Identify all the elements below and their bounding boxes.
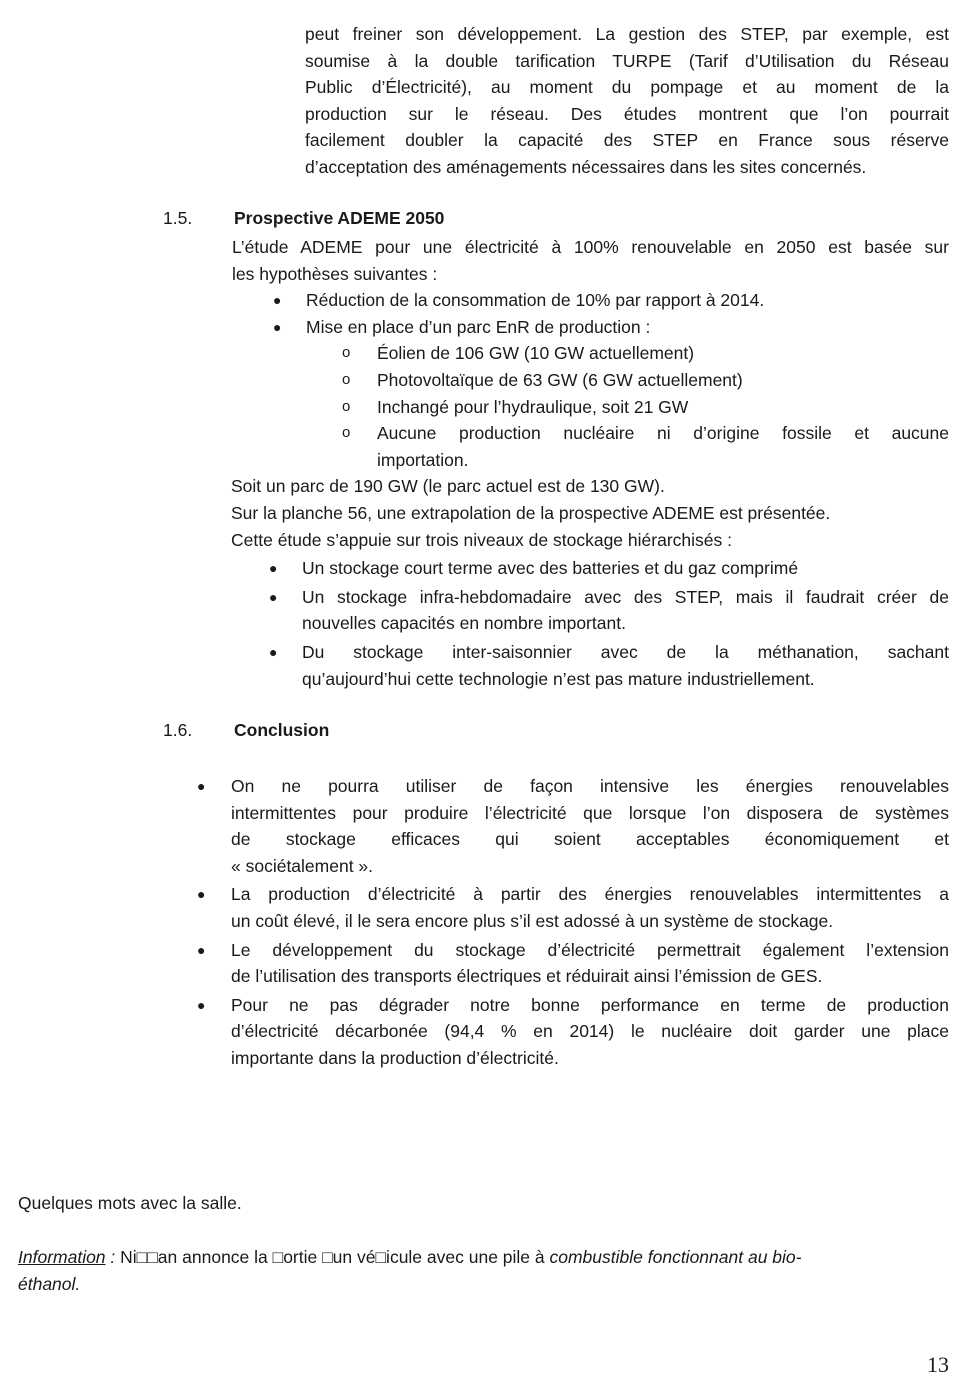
section-number: 1.5. — [163, 208, 193, 228]
intro-line: production sur le réseau. Des études montrent que l’on pourrait — [305, 103, 949, 124]
list-item-text: « sociétalement ». — [231, 855, 374, 876]
list-item — [269, 639, 949, 692]
list-item — [269, 584, 949, 637]
page-number: 13 — [927, 1352, 949, 1377]
list-item-text: Réduction de la consommation de 10% par rapport à 2014. — [306, 290, 765, 311]
sub-item-text: Aucune production nucléaire ni d’origine fossile et aucune — [377, 423, 949, 444]
bullet-icon: ● — [273, 318, 282, 335]
bullet-icon: ● — [269, 560, 278, 577]
list-item-text: qu’aujourd’hui cette technologie n’est pas mature industriellement. — [302, 668, 815, 689]
section-intro-line: les hypothèses suivantes : — [232, 263, 438, 284]
list-item-text: Le développement du stockage d’électricité permettrait également l’extension — [231, 939, 949, 960]
summary-line: Soit un parc de 190 GW (le parc actuel est de 130 GW). — [231, 476, 665, 497]
list-item-text: Du stockage inter-saisonnier avec de la méthanation, sachant — [302, 641, 949, 662]
list-item — [273, 287, 949, 314]
list-item — [197, 992, 949, 1072]
sub-list-item — [342, 420, 949, 473]
intro-line: Public d’Électricité), au moment du pompage et au moment de la — [305, 77, 949, 98]
bullet-icon: ● — [197, 996, 206, 1013]
sub-item-text: Photovoltaïque de 63 GW (6 GW actuellement) — [377, 369, 743, 390]
list-item-text: Un stockage court terme avec des batteries et du gaz comprimé — [302, 558, 799, 579]
bullet-icon: ● — [197, 886, 206, 903]
section-title: Prospective ADEME 2050 — [234, 208, 445, 228]
circle-bullet-icon: o — [342, 397, 351, 415]
intro-paragraph — [305, 21, 949, 181]
circle-bullet-icon: o — [342, 344, 351, 362]
bullet-icon: ● — [273, 292, 282, 309]
list-item-text: importante dans la production d’électricité. — [231, 1047, 559, 1068]
information-label: Information — [18, 1247, 106, 1267]
section-intro-line: L’étude ADEME pour une électricité à 100% renouvelable en 2050 est basée sur — [232, 237, 949, 257]
summary-line: Sur la planche 56, une extrapolation de la prospective ADEME est présentée. — [231, 502, 831, 523]
list-item-text: Mise en place d’un parc EnR de production : — [306, 316, 651, 337]
sub-item-text: Éolien de 106 GW (10 GW actuellement) — [377, 343, 695, 364]
list-item — [197, 773, 949, 879]
list-item-text: de l’utilisation des transports électriques et réduirait ainsi l’émission de GES. — [231, 966, 823, 987]
list-item-text: d’électricité décarbonée (94,4 % en 2014) le nucléaire doit garder une place — [231, 1021, 949, 1042]
list-item — [273, 314, 949, 341]
sub-item-text: Inchangé pour l’hydraulique, soit 21 GW — [377, 396, 689, 417]
intro-line: soumise à la double tarification TURPE (Tarif d’Utilisation du Réseau — [305, 50, 949, 71]
bullet-icon: ● — [197, 941, 206, 958]
list-item-text: On ne pourra utiliser de façon intensive les énergies renouvelables — [231, 776, 949, 796]
list-item-text: La production d’électricité à partir des énergies renouvelables intermittentes a — [231, 884, 949, 905]
circle-bullet-icon: o — [342, 424, 351, 442]
information-separator: : — [105, 1247, 121, 1267]
information-text-italic: combustible fonctionnant au bio- — [549, 1247, 802, 1267]
bullet-icon: ● — [197, 778, 206, 794]
list-item — [197, 937, 949, 990]
summary-line: Cette étude s’appuie sur trois niveaux de stockage hiérarchisés : — [231, 529, 732, 550]
room-remark: Quelques mots avec la salle. — [18, 1193, 242, 1213]
circle-bullet-icon: o — [342, 370, 351, 388]
list-item-text: Un stockage infra-hebdomadaire avec des STEP, mais il faudrait créer de — [302, 586, 949, 607]
information-text: Ni□□an annonce la □ortie □un vé□icule avec une pile à — [120, 1247, 550, 1267]
sub-list-item — [342, 367, 949, 394]
list-item-text: intermittentes pour produire l’électricité que lorsque l’on disposera de systèmes — [231, 802, 949, 823]
sub-list-item — [342, 394, 949, 421]
list-item-text: Pour ne pas dégrader notre bonne performance en terme de production — [231, 994, 949, 1015]
information-text-italic: éthanol. — [18, 1274, 81, 1294]
intro-line: facilement doubler la capacité des STEP en France sous réserve — [305, 130, 949, 151]
information-note — [18, 1244, 949, 1298]
hypothesis-list — [273, 287, 949, 340]
section-title: Conclusion — [234, 720, 330, 740]
list-item — [269, 555, 949, 582]
list-item-text: de stockage efficaces qui soient acceptables économiquement et — [231, 829, 949, 850]
sub-list — [342, 340, 949, 473]
conclusion-list — [197, 773, 949, 1072]
bullet-icon: ● — [269, 643, 278, 660]
storage-list — [269, 555, 949, 692]
sub-item-text: importation. — [377, 449, 469, 470]
section-body — [232, 234, 949, 692]
bullet-icon: ● — [269, 588, 278, 605]
list-item-text: nouvelles capacités en nombre important. — [302, 613, 626, 634]
list-item-text: un coût élevé, il le sera encore plus s’il est adossé à un système de stockage. — [231, 910, 834, 931]
section-number: 1.6. — [163, 720, 193, 740]
sub-list-item — [342, 340, 949, 367]
intro-line: d’acceptation des aménagements nécessaires dans les sites concernés. — [305, 156, 867, 177]
intro-line: peut freiner son développement. La gestion des STEP, par exemple, est — [305, 24, 949, 44]
list-item — [197, 881, 949, 934]
